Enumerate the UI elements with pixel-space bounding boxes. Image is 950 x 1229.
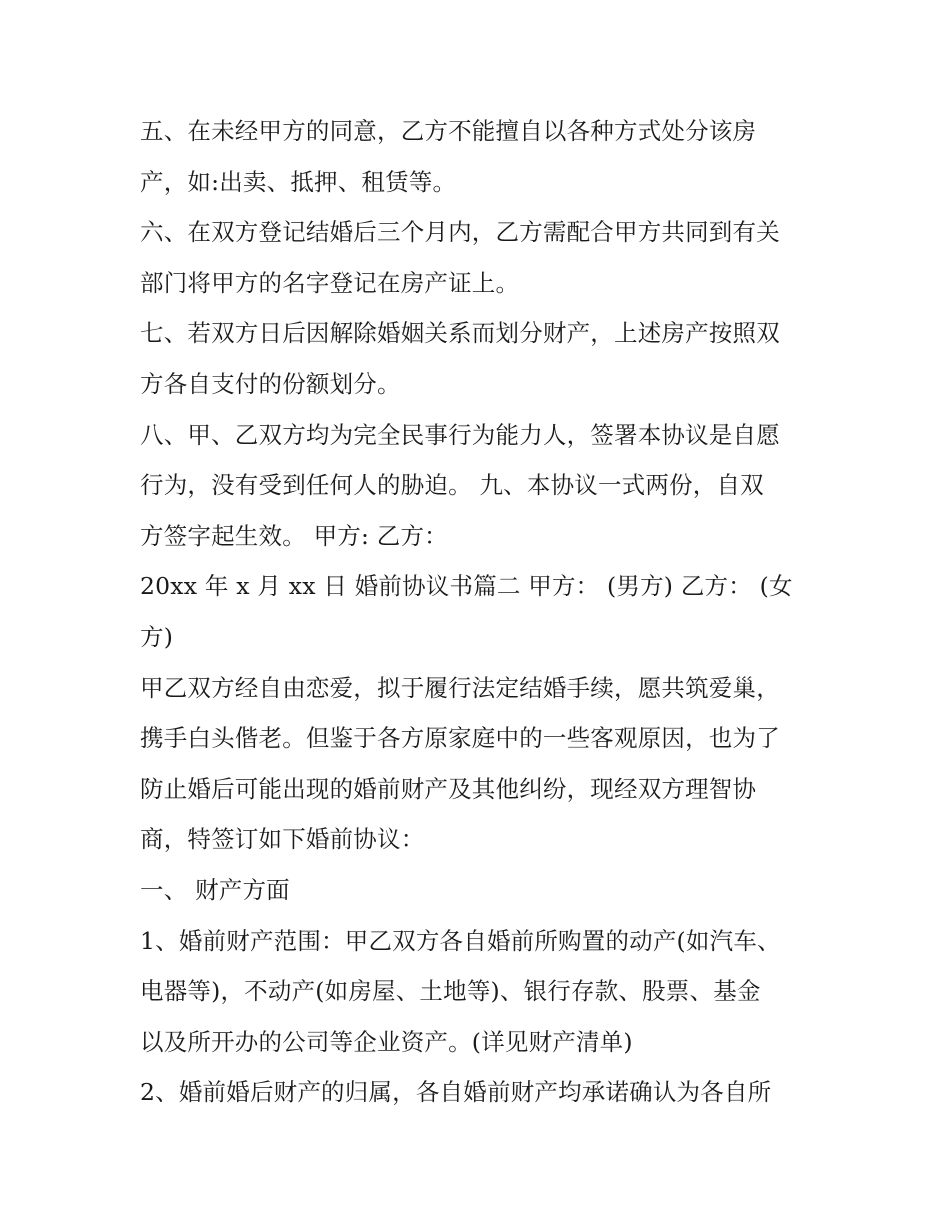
text-line: 携手白头偕老。但鉴于各方原家庭中的一些客观原因，也为了 (140, 724, 780, 753)
text-line: 防止婚后可能出现的婚前财产及其他纠纷，现经双方理智协 (140, 774, 757, 803)
text-line: 五、在未经甲方的同意，乙方不能擅自以各种方式处分该房 (140, 117, 757, 145)
text-line: 电器等)，不动产(如房屋、土地等)、银行存款、股票、基金 (140, 977, 761, 1006)
text-line: 方) (140, 622, 174, 651)
text-line: 方签字起生效。 甲方: 乙方： (140, 521, 448, 550)
text-line: 2、婚前婚后财产的归属，各自婚前财产均承诺确认为各自所 (140, 1078, 772, 1107)
document-body (140, 106, 820, 1118)
text-line: 甲乙双方经自由恋爱，拟于履行法定结婚手续，愿共筑爱巢， (140, 673, 780, 702)
text-line: 1、婚前财产范围：甲乙双方各自婚前所购置的动产(如汽车、 (140, 926, 781, 955)
text-line: 方各自支付的份额划分。 (140, 369, 401, 398)
text-line: 八、甲、乙双方均为完全民事行为能力人，签署本协议是自愿 (140, 420, 780, 449)
text-line: 六、在双方登记结婚后三个月内，乙方需配合甲方共同到有关 (140, 218, 780, 247)
text-line: 产，如:出卖、抵押、租赁等。 (140, 167, 457, 196)
text-line: 部门将甲方的名字登记在房产证上。 (140, 268, 520, 297)
text-line: 行为，没有受到任何人的胁迫。 九、本协议一式两份，自双 (140, 471, 764, 500)
text-line: 20xx 年 x 月 xx 日 婚前协议书篇二 甲方： (男方) 乙方： (女 (140, 572, 793, 601)
text-line: 七、若双方日后因解除婚姻关系而划分财产，上述房产按照双 (140, 319, 780, 348)
section-heading: 一、 财产方面 (140, 875, 290, 904)
text-line: 商，特签订如下婚前协议： (140, 825, 425, 854)
text-line: 以及所开办的公司等企业资产。(详见财产清单) (140, 1027, 633, 1056)
